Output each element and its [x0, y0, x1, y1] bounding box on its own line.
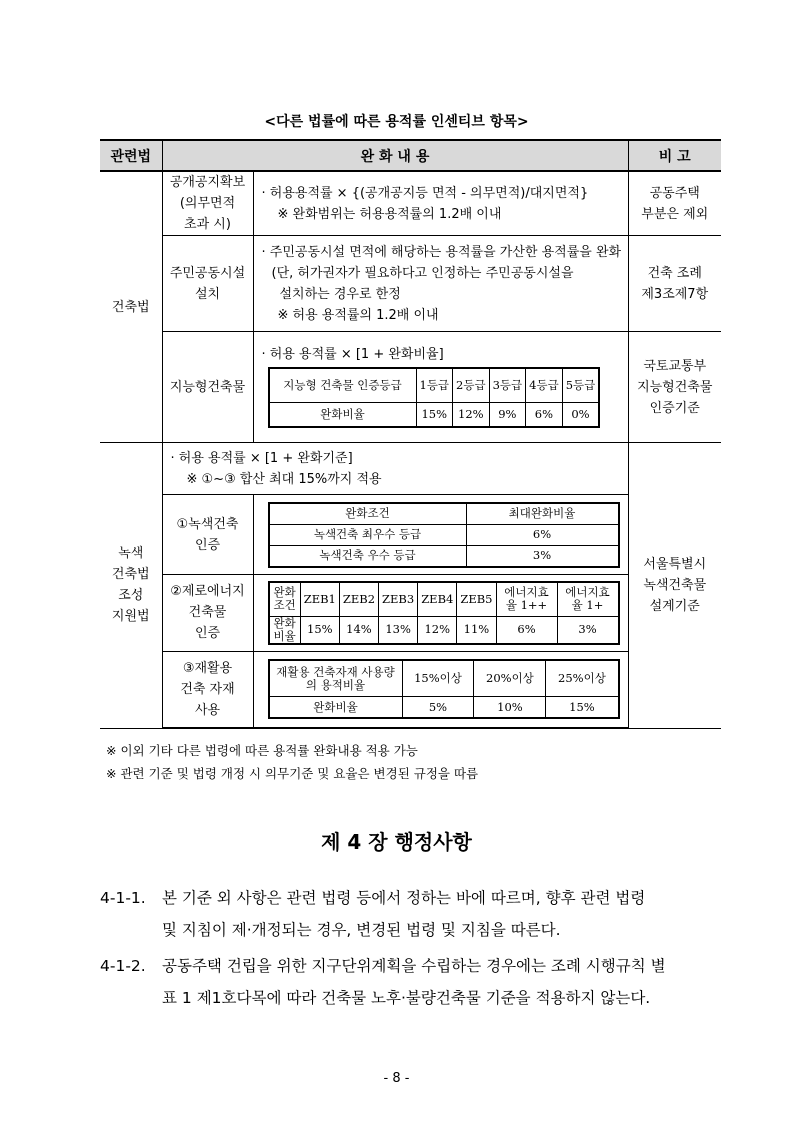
table-row	[100, 575, 721, 652]
table-header-row	[100, 140, 721, 171]
footnotes	[106, 739, 478, 785]
green-cert-table	[268, 502, 620, 568]
table-row	[100, 495, 721, 575]
grid-header-row: 완화조건 최대완화비율	[269, 503, 619, 525]
paragraph-4-1-1: 4-1-1. 본 기준 외 사항은 관련 법령 등에서 정하는 바에 따르며, 향후 관련 법령 및 지침이 제·개정되는 경우, 변경된 법령 및 지침을 따른다.	[100, 882, 720, 946]
header-content: 완 화 내 용	[162, 140, 628, 171]
footnote: ※ 이외 기타 다른 법령에 따른 용적률 완화내용 적용 가능	[106, 743, 418, 758]
paragraph-4-1-2: 4-1-2. 공동주택 건립을 위한 지구단위계획을 수립하는 경우에는 조례 시행규칙 별 표 1 제1호다목에 따라 건축물 노후·불량건축물 기준을 적용하지 않는다.	[100, 950, 720, 1014]
chapter-title: 제 4 장 행정사항	[321, 830, 472, 854]
content-green-certification	[253, 495, 628, 575]
header-law: 관련법	[100, 140, 162, 171]
content-zero-energy	[253, 575, 628, 652]
grid-value-row: 완화비율 15% 14% 13% 12% 11% 6% 3%	[269, 616, 619, 644]
item-open-space: 공개공지확보 (의무면적 초과 시)	[162, 171, 253, 236]
recycled-material-table	[268, 659, 620, 719]
grid-header-row: 지능형 건축물 인증등급 1등급 2등급 3등급 4등급 5등급	[269, 368, 600, 402]
table-row	[100, 332, 721, 443]
grid-value-row: 녹색건축 최우수 등급 6%	[269, 524, 619, 545]
table-row	[100, 443, 721, 495]
note-green-building: 서울특별시 녹색건축물 설계기준	[628, 443, 721, 729]
content-open-space: · 허용용적률 × {(공개공지등 면적 - 의무면적)/대지면적} ※ 완화범위는 허용용적률의 1.2배 이내	[253, 171, 628, 236]
page-number: - 8 -	[383, 1071, 410, 1086]
note-intelligent-building: 국토교통부 지능형건축물 인증기준	[628, 332, 721, 443]
paragraph-number: 4-1-2.	[100, 957, 146, 975]
incentive-table	[100, 139, 721, 729]
paragraph-number: 4-1-1.	[100, 889, 146, 907]
intelligent-grade-table	[268, 367, 601, 428]
green-intro: · 허용 용적률 × [1 + 완화기준] ※ ①~③ 합산 최대 15%까지 적용	[162, 443, 628, 495]
law-green-building-act: 녹색 건축법 조성 지원법	[100, 443, 162, 729]
item-green-certification: ①녹색건축 인증	[162, 495, 253, 575]
item-recycled-material: ③재활용 건축 자재 사용	[162, 651, 253, 728]
grid-value-row: 완화비율 5% 10% 15%	[269, 696, 619, 718]
grid-value-row: 녹색건축 우수 등급 3%	[269, 545, 619, 567]
law-building-act: 건축법	[100, 171, 162, 443]
grid-value-row: 완화비율 15% 12% 9% 6% 0%	[269, 402, 600, 427]
table-caption: <다른 법률에 따른 용적률 인센티브 항목>	[264, 114, 529, 130]
content-recycled-material	[253, 651, 628, 728]
zero-energy-table	[268, 581, 620, 645]
note-open-space: 공동주택 부분은 제외	[628, 171, 721, 236]
grid-header-row: 재활용 건축자재 사용량의 용적비율 15%이상 20%이상 25%이상	[269, 660, 619, 696]
note-community-facility: 건축 조례 제3조제7항	[628, 236, 721, 332]
item-zero-energy: ②제로에너지 건축물 인증	[162, 575, 253, 652]
header-note: 비 고	[628, 140, 721, 171]
content-community-facility: · 주민공동시설 면적에 해당하는 용적률을 가산한 용적률을 완화 (단, 허가권자가 필요하다고 인정하는 주민공동시설을 설치하는 경우로 한정 ※ 허용 용적률의 1.2배 이내	[253, 236, 628, 332]
item-intelligent-building: 지능형건축물	[162, 332, 253, 443]
grid-header-row: 완화조건 ZEB1 ZEB2 ZEB3 ZEB4 ZEB5 에너지효율 1++ 에너지효율 1+	[269, 582, 619, 616]
content-intelligent-building: · 허용 용적률 × [1 + 완화비율] 지능형 건축물 인증등급 1등급 2등급 3등급 4등급 5등급 완화비율 15% 12% 9% 6% 0%	[253, 332, 628, 443]
table-row	[100, 236, 721, 332]
footnote: ※ 관련 기준 및 법령 개정 시 의무기준 및 요율은 변경된 규정을 따름	[106, 766, 479, 781]
table-row	[100, 171, 721, 236]
table-row	[100, 651, 721, 728]
item-community-facility: 주민공동시설 설치	[162, 236, 253, 332]
